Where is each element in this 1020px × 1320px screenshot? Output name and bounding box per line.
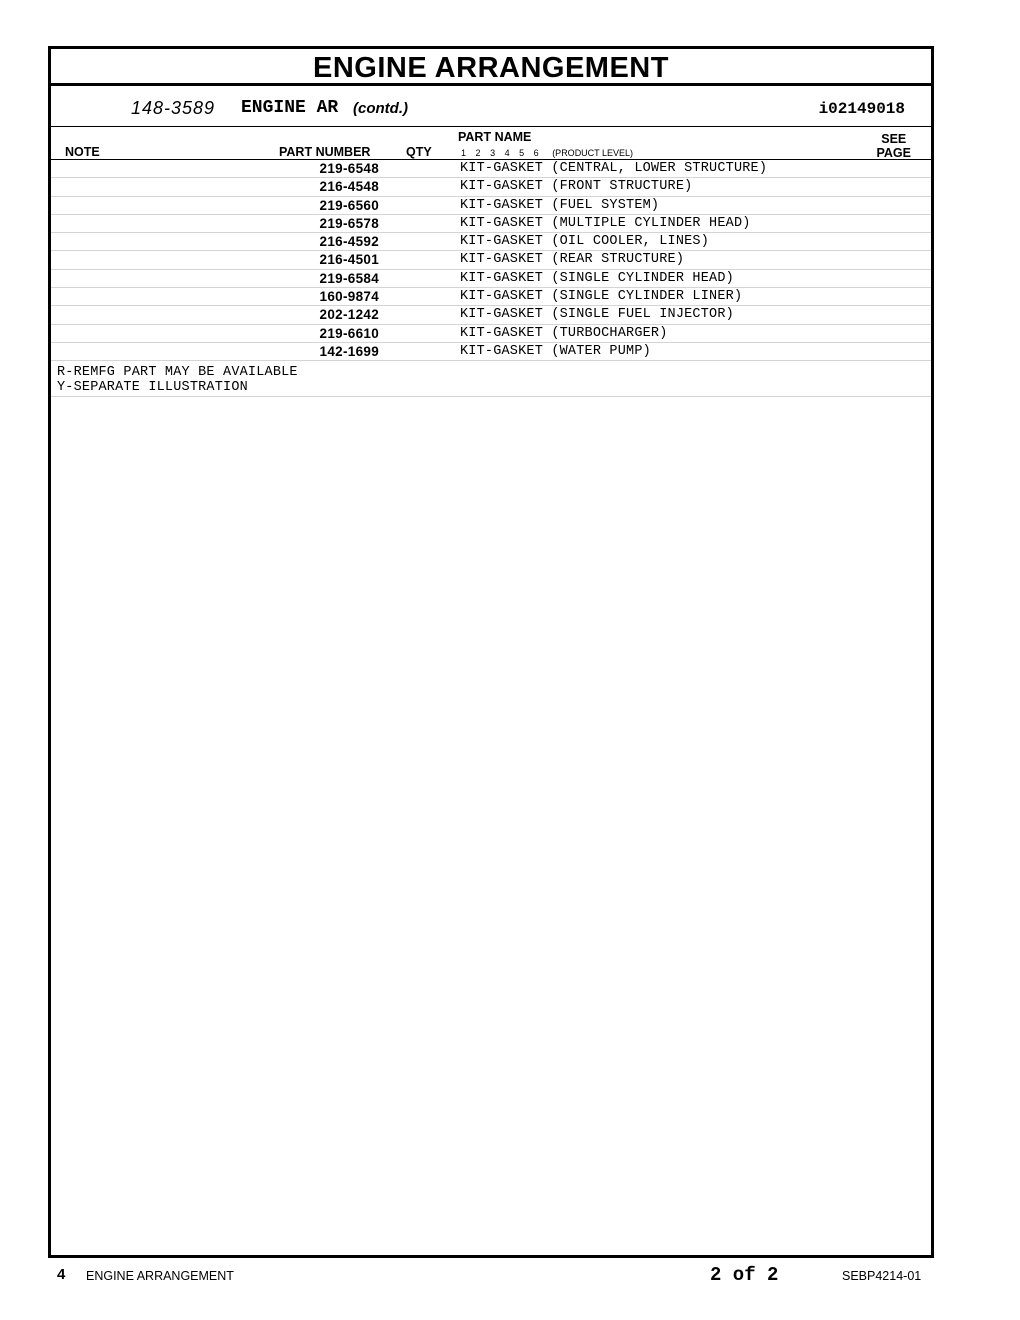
level-2: 2 xyxy=(475,148,481,158)
part-number: 216-4592 xyxy=(319,234,379,250)
note-remfg: R-REMFG PART MAY BE AVAILABLE xyxy=(57,365,298,381)
level-6: 6 xyxy=(533,148,539,158)
table-row xyxy=(51,325,931,343)
part-name: KIT-GASKET (SINGLE CYLINDER LINER) xyxy=(460,289,743,305)
parts-list-frame xyxy=(48,46,934,1258)
level-1: 1 xyxy=(461,148,467,158)
table-row xyxy=(51,270,931,288)
assembly-contd: (contd.) xyxy=(353,100,408,117)
part-name: KIT-GASKET (MULTIPLE CYLINDER HEAD) xyxy=(460,215,751,231)
part-number: 160-9874 xyxy=(319,289,379,305)
page-of: 2 of 2 xyxy=(710,1264,779,1286)
level-5: 5 xyxy=(519,148,525,158)
assembly-name: ENGINE AR xyxy=(241,98,339,118)
table-row xyxy=(51,343,931,361)
part-number: 216-4548 xyxy=(319,179,379,195)
part-name: KIT-GASKET (REAR STRUCTURE) xyxy=(460,252,685,268)
table-row xyxy=(51,306,931,324)
part-name: KIT-GASKET (FRONT STRUCTURE) xyxy=(460,179,693,195)
table-row xyxy=(51,233,931,251)
part-number: 219-6548 xyxy=(319,161,379,176)
column-headers xyxy=(51,127,931,160)
column-part-number: PART NUMBER xyxy=(279,145,371,159)
part-number: 219-6584 xyxy=(319,270,379,286)
part-name: KIT-GASKET (CENTRAL, LOWER STRUCTURE) xyxy=(460,161,768,176)
product-levels xyxy=(461,148,633,158)
column-qty: QTY xyxy=(406,145,432,159)
note-separate-illustration: Y-SEPARATE ILLUSTRATION xyxy=(57,380,248,396)
part-name: KIT-GASKET (FUEL SYSTEM) xyxy=(460,197,660,213)
column-part-name: PART NAME xyxy=(458,130,532,144)
level-4: 4 xyxy=(504,148,510,158)
assembly-header xyxy=(51,86,931,127)
table-row xyxy=(51,215,931,233)
footer-section: ENGINE ARRANGEMENT xyxy=(86,1269,234,1283)
part-name: KIT-GASKET (SINGLE CYLINDER HEAD) xyxy=(460,270,734,286)
see-label: SEE xyxy=(881,132,907,146)
page-title: ENGINE ARRANGEMENT xyxy=(51,49,931,86)
assembly-number: 148-3589 xyxy=(131,98,216,118)
part-number: 142-1699 xyxy=(319,343,379,359)
column-note: NOTE xyxy=(65,145,100,159)
part-number: 216-4501 xyxy=(319,252,379,268)
page-label: PAGE xyxy=(876,146,911,160)
parts-table xyxy=(51,160,931,397)
level-3: 3 xyxy=(490,148,496,158)
document-id: SEBP4214-01 xyxy=(842,1269,922,1283)
part-name: KIT-GASKET (TURBOCHARGER) xyxy=(460,325,668,341)
page-footer xyxy=(0,1262,1020,1292)
table-row xyxy=(51,197,931,215)
product-level-label: (PRODUCT LEVEL) xyxy=(552,148,634,158)
table-row xyxy=(51,251,931,269)
part-number: 219-6610 xyxy=(319,325,379,341)
column-see-page xyxy=(877,132,912,160)
part-number: 219-6560 xyxy=(319,197,379,213)
illustration-id: i02149018 xyxy=(818,100,905,118)
page-number: 4 xyxy=(57,1266,66,1283)
part-name: KIT-GASKET (SINGLE FUEL INJECTOR) xyxy=(460,307,734,323)
part-number: 202-1242 xyxy=(319,307,379,323)
part-name: KIT-GASKET (OIL COOLER, LINES) xyxy=(460,234,710,250)
part-number: 219-6578 xyxy=(319,215,379,231)
table-row xyxy=(51,160,931,178)
part-name: KIT-GASKET (WATER PUMP) xyxy=(460,343,651,359)
table-row xyxy=(51,288,931,306)
table-row xyxy=(51,178,931,196)
notes-legend xyxy=(51,361,931,397)
